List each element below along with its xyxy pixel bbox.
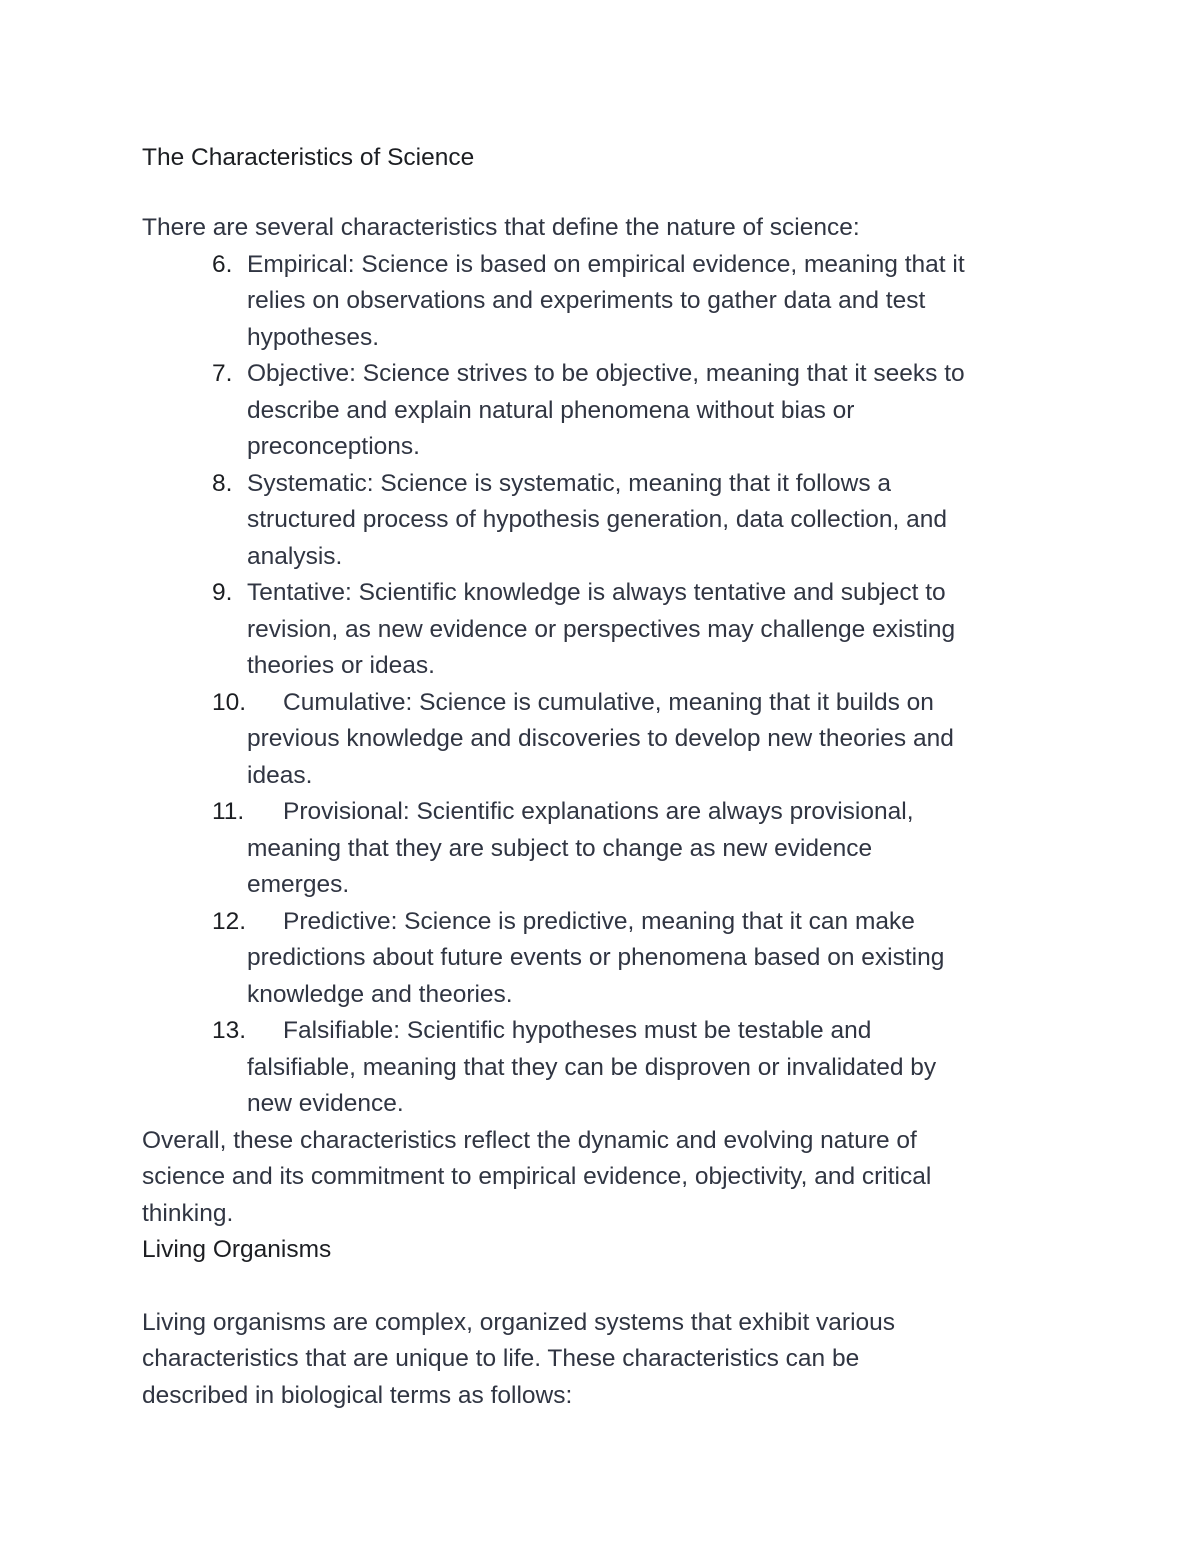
list-number: 6. [212, 250, 233, 278]
document-page [142, 137, 1062, 1414]
list-item-line: Objective: Science strives to be objective, meaning that it seeks to [247, 360, 965, 387]
list-item-line: preconceptions. [247, 433, 420, 460]
spacer [142, 179, 1062, 210]
spacer [142, 1269, 1062, 1305]
list-item [142, 685, 1062, 795]
list-item-line: analysis. [247, 542, 343, 570]
list-item-line: meaning that they are subject to change as new evidence [247, 834, 873, 862]
list-item-line: revision, as new evidence or perspectives may challenge existing [247, 615, 956, 643]
list-number: 13. [212, 1017, 247, 1044]
list-item [142, 904, 1062, 1014]
conclusion-line: Overall, these characteristics reflect the dynamic and evolving nature of [142, 1126, 917, 1154]
conclusion-paragraph [142, 1123, 1062, 1233]
list-number: 11. [212, 798, 245, 825]
list-item [142, 575, 1062, 685]
list-item-line: theories or ideas. [247, 652, 435, 679]
intro-paragraph: There are several characteristics that define the nature of science: [142, 214, 860, 241]
list-item-line: Empirical: Science is based on empirical evidence, meaning that it [247, 250, 965, 278]
list-item-line: falsifiable, meaning that they can be disproven or invalidated by [247, 1053, 937, 1081]
list-number: 12. [212, 907, 247, 935]
list-item-line: Falsifiable: Scientific hypotheses must be testable and [283, 1017, 872, 1044]
list-item-line: Systematic: Science is systematic, meaning that it follows a [247, 469, 892, 497]
section-heading: Living Organisms [142, 1236, 332, 1263]
list-item-line: hypotheses. [247, 323, 380, 351]
list-item [142, 356, 1062, 466]
section-body-paragraph [142, 1305, 1062, 1415]
list-item-line: emerges. [247, 871, 350, 898]
list-item [142, 794, 1062, 904]
list-number: 9. [212, 579, 233, 606]
list-item-line: predictions about future events or phenomena based on existing [247, 944, 945, 971]
list-number: 8. [212, 469, 233, 497]
document-title: The Characteristics of Science [142, 144, 475, 171]
conclusion-line: thinking. [142, 1199, 234, 1227]
list-item-line: Tentative: Scientific knowledge is always tentative and subject to [247, 579, 946, 606]
body-line: described in biological terms as follows: [142, 1381, 573, 1409]
list-item-line: relies on observations and experiments to gather data and test [247, 287, 926, 314]
list-item-line: ideas. [247, 761, 313, 789]
list-item-line: Predictive: Science is predictive, meaning that it can make [283, 907, 915, 935]
list-item-line: structured process of hypothesis generation, data collection, and [247, 506, 948, 533]
list-item-line: Provisional: Scientific explanations are always provisional, [283, 798, 914, 825]
list-item-line: previous knowledge and discoveries to develop new theories and [247, 725, 954, 752]
list-item [142, 247, 1062, 357]
list-number: 7. [212, 360, 233, 387]
list-item-line: Cumulative: Science is cumulative, meaning that it builds on [283, 688, 934, 716]
list-number: 10. [212, 688, 247, 716]
list-item-line: new evidence. [247, 1090, 404, 1117]
list-item [142, 466, 1062, 576]
list-item [142, 1013, 1062, 1123]
conclusion-line: science and its commitment to empirical evidence, objectivity, and critical [142, 1163, 932, 1190]
body-line: characteristics that are unique to life. These characteristics can be [142, 1345, 860, 1372]
characteristics-list [142, 247, 1062, 1123]
body-line: Living organisms are complex, organized systems that exhibit various [142, 1308, 896, 1336]
list-item-line: knowledge and theories. [247, 980, 513, 1008]
list-item-line: describe and explain natural phenomena without bias or [247, 396, 855, 424]
